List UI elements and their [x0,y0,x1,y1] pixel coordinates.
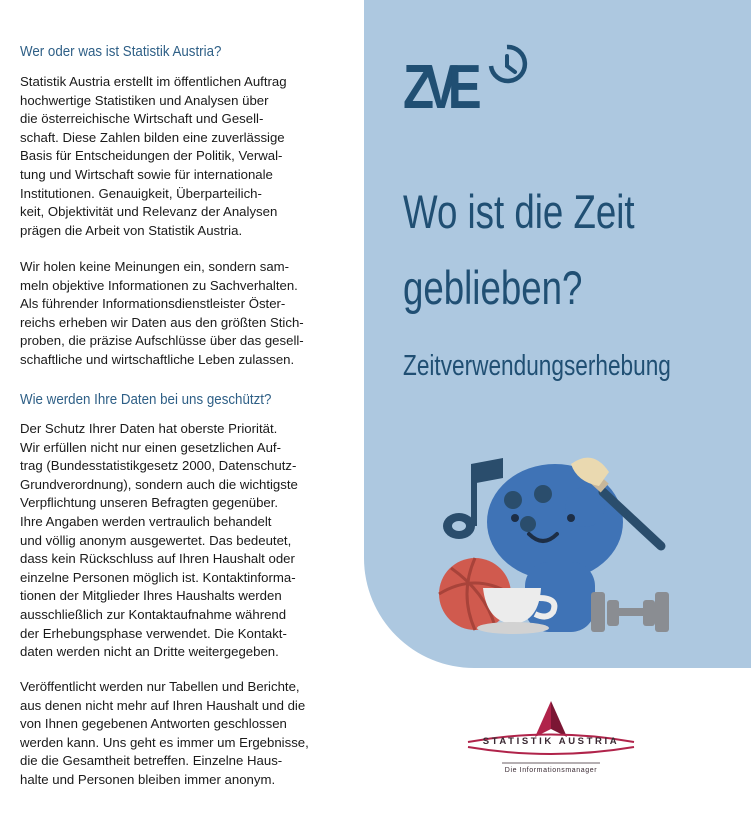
headline-line-1: Wo ist die Zeit [403,185,635,238]
paragraph-data-protection [20,420,340,662]
text-line: der Erhebungsphase verwendet. Die Kontakt- [20,625,287,641]
text-line: die die Gesamtheit betreffen. Einzelne Haus- [20,753,283,769]
heading-who-is-statistik-austria: Wer oder was ist Statistik Austria? [20,44,222,60]
paragraph-about [20,73,340,240]
statistik-austria-tagline: Die Informationsmanager [504,767,598,774]
text-line: Als führender Informationsdienstleister Öster- [20,296,286,312]
text-line: schaftliche und wirtschaftliche Leben zulassen. [20,351,295,367]
text-line: die österreichische Wirtschaft und Gesell- [20,111,264,127]
statistik-austria-wordmark: STATISTIK AUSTRIA [482,736,620,747]
text-line: prägen die Arbeit von Statistik Austria. [20,222,243,238]
paragraph-publication [20,678,340,790]
mascot-illustration [425,452,675,647]
paragraph-data-collection [20,258,340,370]
text-line: Veröffentlicht werden nur Tabellen und Berichte, [20,679,300,694]
text-line: dass kein Rückschluss auf Ihren Haushalt oder [20,551,295,567]
text-line: tung und Wirtschaft sowie für internationale [20,166,273,182]
text-line: einzelne Personen möglich ist. Kontaktinforma- [20,569,296,585]
text-line: proben, die präzise Aufschlüsse über das gesell- [20,333,304,349]
text-line: aus denen nicht mehr auf Ihren Haushalt und die [20,697,306,713]
zve-logo [403,44,533,119]
text-line: und völlig anonym ausgewertet. Das bedeutet, [20,532,292,548]
clock-icon [491,47,525,81]
text-line: daten werden nicht an Dritte weitergegeben. [20,644,279,660]
heading-data-protection: Wie werden Ihre Daten bei uns geschützt? [20,392,272,408]
text-line: Ihre Angaben werden vertraulich behandelt [20,513,272,529]
text-line: keit, Objektivität und Relevanz der Analysen [20,204,278,220]
text-line: von Ihnen gegebenen Antworten geschlossen [20,716,287,732]
text-line: reichs erheben wir Daten aus den größten Stich- [20,314,304,330]
text-line: Wir erfüllen nicht nur einen gesetzlichen Auf- [20,439,281,455]
text-line: tionen der Mitglieder Ihres Haushalts werden [20,588,282,604]
dumbbell-icon [591,592,669,632]
text-line: ausschließlich zur Kontaktaufnahme während [20,606,287,622]
text-line: Institutionen. Genauigkeit, Überparteilich- [20,185,262,201]
text-line: schaft. Diese Zahlen bilden eine zuverlässige [20,129,285,145]
text-line: Verpflichtung unseren Befragten gegenüber. [20,495,279,511]
subheadline: Zeitverwendungserhebung [403,350,671,382]
text-line: Statistik Austria erstellt im öffentlichen Auftrag [20,74,287,89]
zve-logo-text: ZVE [403,53,482,114]
text-line: Basis für Entscheidungen der Politik, Verwal- [20,148,283,164]
text-line: werden kann. Uns geht es immer um Ergebnisse, [20,734,309,750]
text-line: meln objektive Informationen zu Sachverhalten. [20,277,298,293]
text-line: Wir holen keine Meinungen ein, sondern sam- [20,259,290,274]
text-line: trag (Bundesstatistikgesetz 2000, Datenschutz- [20,458,297,474]
text-line: Grundverordnung), sondern auch die wichtigste [20,476,298,492]
text-line: hochwertige Statistiken und Analysen über [20,92,269,108]
headline-line-2: geblieben? [403,261,583,314]
text-line: halte und Personen bleiben immer anonym. [20,771,276,787]
text-line: Der Schutz Ihrer Daten hat oberste Priorität. [20,421,278,436]
